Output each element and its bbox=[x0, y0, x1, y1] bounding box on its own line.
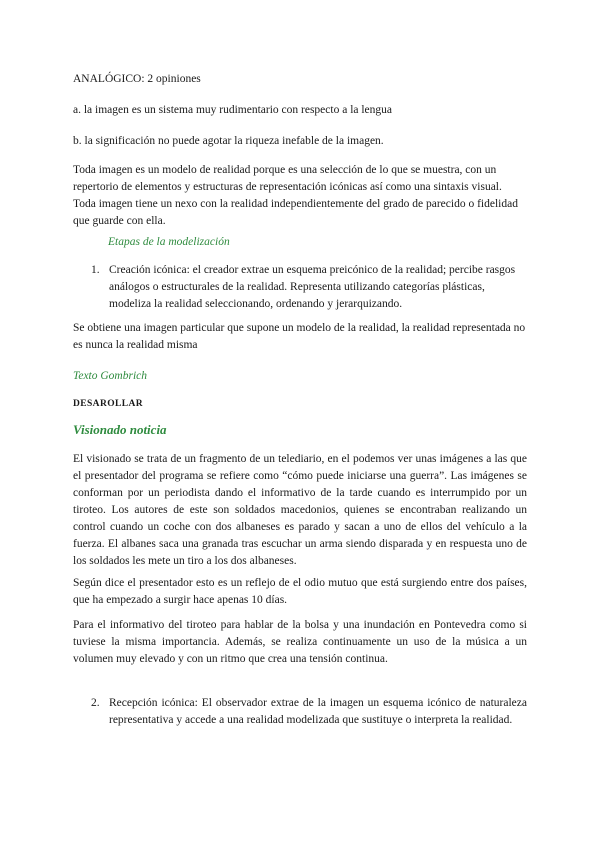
news-paragraph-1: El visionado se trata de un fragmento de un telediario, en el podemos ver unas imágenes a las que el presentador del programa se refiere como “cómo puede iniciarse una guerra”. Las imágenes se conforman por un periodista dando el informativo de la tarde cuando es interrumpido por un tiroteo. Los autores de este son soldados macedonios, quienes se encontraban realizando un control cuando un coche con dos albaneses es parado y sacan a uno de ellos del vehículo a la fuerza. El albanes saca una granada tras escuchar un arma siendo disparada y en respuesta uno de los soldados les mete un tiro a los dos albaneses. bbox=[73, 453, 527, 567]
intro-paragraph: Toda imagen es un modelo de realidad porque es una selección de lo que se muestra, con un repertorio de elementos y estructuras de representación icónicas así como una sintaxis visual. Toda imagen tiene un nexo con la realidad independientemente del grado de parecido o fidelidad que guarde con ella. bbox=[73, 164, 518, 227]
develop-label: DESAROLLAR bbox=[73, 399, 143, 409]
news-paragraph-3: Para el informativo del tiroteo para hablar de la bolsa y una inundación en Pontevedra como si tuviese la misma importancia. Además, se realiza continuamente un uso de la música a un volumen muy elevado y con un ritmo que crea una tensión continua. bbox=[73, 619, 527, 665]
news-heading: Visionado noticia bbox=[73, 422, 167, 437]
item2-number: 2. bbox=[91, 697, 100, 709]
conclusion-paragraph: Se obtiene una imagen particular que supone un modelo de la realidad, la realidad representada no es nunca la realidad misma bbox=[73, 322, 526, 351]
opinion-b: b. la significación no puede agotar la riqueza inefable de la imagen. bbox=[73, 135, 384, 147]
news-paragraph-2: Según dice el presentador esto es un reflejo de el odio mutuo que está surgiendo entre dos países, que ha empezado a surgir hace apenas 10 días. bbox=[73, 577, 527, 606]
item1-number: 1. bbox=[91, 264, 100, 276]
stages-heading: Etapas de la modelización bbox=[108, 236, 230, 248]
opinion-a: a. la imagen es un sistema muy rudimentario con respecto a la lengua bbox=[73, 104, 393, 116]
gombrich-heading: Texto Gombrich bbox=[73, 370, 148, 382]
item2-text: Recepción icónica: El observador extrae de la imagen un esquema icónico de naturaleza representativa y accede a una realidad modelizada que sustituye o interpreta la realidad. bbox=[109, 697, 527, 726]
section-title: ANALÓGICO: 2 opiniones bbox=[73, 73, 201, 85]
item1-text: Creación icónica: el creador extrae un esquema preicónico de la realidad; percibe rasgos análogos o estructurales de la realidad. Representa utilizando categorías plásticas, modeliza la realidad seleccionando, ordenando y jerarquizando. bbox=[109, 264, 516, 310]
